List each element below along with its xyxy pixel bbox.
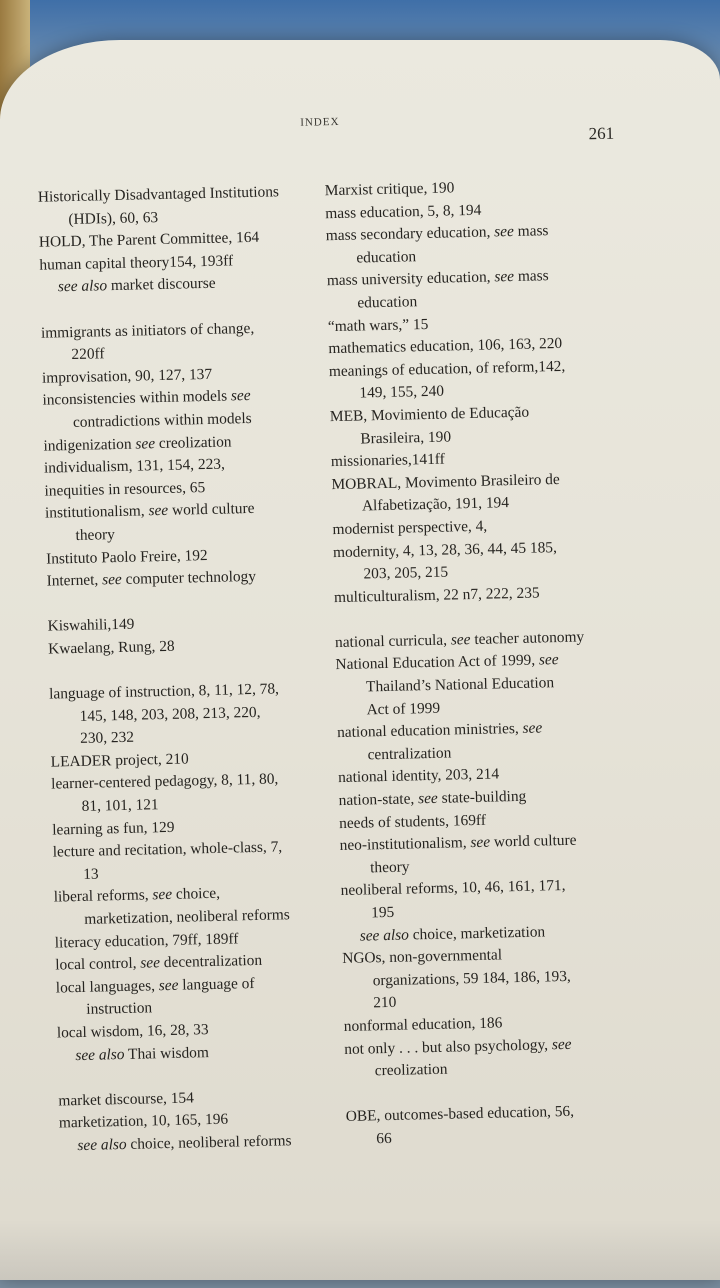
entry-text: mass education, 5, 8, 194 [325, 201, 482, 222]
see-reference: see also [77, 1135, 127, 1155]
entry-text: national curricula, [334, 631, 452, 651]
see-reference: see [538, 651, 559, 669]
entry-text: human capital theory154, 193ff [39, 252, 234, 274]
entry-text: centralization [367, 744, 452, 764]
entry-target: creolization [154, 432, 232, 452]
see-reference: see [140, 954, 161, 972]
entry-text: learning as fun, 129 [52, 818, 175, 839]
entry-text: mass secondary education, [325, 223, 495, 245]
entry-text: 81, 101, 121 [81, 796, 159, 815]
entry-text: lecture and recitation, whole-class, 7, [52, 838, 283, 861]
entry-text: theory [369, 858, 410, 877]
page-number: 261 [588, 123, 615, 144]
entry-text: National Education Act of 1999, [335, 651, 540, 674]
entry-text: MEB, Movimiento de Educação [329, 403, 530, 426]
entry-text: needs of students, 169ff [338, 811, 487, 832]
entry-target: Thai wisdom [124, 1043, 210, 1063]
see-reference: see [494, 268, 515, 286]
entry-text: multiculturalism, 22 n7, 222, 235 [333, 584, 540, 606]
entry-text: Instituto Paolo Freire, 192 [45, 546, 208, 568]
running-head: INDEX [300, 115, 340, 129]
entry-text: meanings of education, of reform,142, [328, 357, 566, 380]
entry-text: 195 [371, 903, 395, 922]
entry-text: 13 [83, 865, 99, 883]
entry-target: teacher autonomy [470, 628, 585, 648]
entry-text: national education ministries, [336, 720, 523, 742]
entry-text: nation-state, [338, 790, 419, 810]
entry-target: mass [513, 222, 549, 241]
entry-text: 145, 148, 203, 208, 213, 220, [79, 703, 261, 725]
index-column-left [38, 180, 360, 1158]
see-reference: see [551, 1035, 572, 1053]
entry-text: modernist perspective, 4, [332, 517, 488, 539]
see-reference: see [230, 387, 251, 405]
entry-text: national identity, 203, 214 [337, 765, 500, 787]
entry-text: Kwaelang, Rung, 28 [47, 637, 175, 658]
entry-text: Act of 1999 [366, 699, 441, 719]
entry-text: LEADER project, 210 [50, 750, 189, 771]
entry-target: state-building [437, 787, 527, 807]
entry-text: nonformal education, 186 [343, 1014, 503, 1035]
entry-text: improvisation, 90, 127, 137 [41, 365, 213, 387]
entry-text: Brasileira, 190 [360, 427, 452, 448]
see-reference: see [522, 719, 543, 738]
entry-target: decentralization [159, 952, 263, 972]
entry-target: language of [178, 974, 255, 994]
entry-text: Kiswahili,149 [47, 615, 135, 635]
entry-text: 66 [376, 1129, 392, 1148]
see-reference: see [417, 789, 438, 808]
entry-text: inconsistencies within models [42, 387, 232, 410]
entry-text: neoliberal reforms, 10, 46, 161, 171, [340, 877, 566, 900]
see-reference: see also [359, 926, 410, 945]
entry-text: market discourse, 154 [58, 1089, 195, 1110]
entry-text: (HDIs), 60, 63 [68, 208, 159, 228]
entry-text: 149, 155, 240 [359, 382, 445, 402]
entry-text: NGOs, non-governmental [342, 946, 503, 968]
see-reference: see [493, 223, 515, 241]
see-reference: see [152, 886, 173, 904]
see-reference: see also [75, 1045, 125, 1064]
entry-target: world culture [167, 500, 255, 520]
entry-text: mathematics education, 106, 163, 220 [328, 335, 563, 358]
see-reference: see [470, 833, 491, 852]
entry-text: literacy education, 79ff, 189ff [54, 929, 239, 952]
entry-text: Internet, [46, 571, 103, 590]
entry-target: choice, [171, 885, 221, 904]
page-shadow [0, 1220, 720, 1280]
entry-text: individualism, 131, 154, 223, [43, 455, 226, 477]
entry-text: education [356, 247, 417, 267]
entry-text: marketization, neoliberal reforms [84, 906, 290, 928]
entry-text: local languages, [55, 976, 159, 997]
entry-text: “math wars,” 15 [327, 315, 429, 335]
entry-text: local control, [55, 954, 141, 974]
see-reference: see also [57, 277, 108, 296]
entry-target: market discourse [106, 275, 216, 295]
entry-text: neo-institutionalism, [339, 834, 471, 855]
entry-text: not only . . . but also psychology, [344, 1035, 553, 1058]
entry-text: creolization [374, 1060, 448, 1080]
entry-text: Historically Disadvantaged Institutions [37, 183, 280, 206]
entry-text: language of instruction, 8, 11, 12, 78, [48, 680, 280, 703]
entry-text: local wisdom, 16, 28, 33 [56, 1021, 209, 1042]
see-reference: see [101, 571, 122, 589]
see-reference: see [450, 630, 471, 649]
entry-text: missionaries,141ff [330, 450, 445, 471]
entry-target: choice, marketization [408, 923, 546, 944]
entry-text: MOBRAL, Movimento Brasileiro de [331, 470, 560, 493]
entry-target: choice, neoliberal reforms [126, 1132, 292, 1153]
entry-text: marketization, 10, 165, 196 [58, 1111, 229, 1132]
entry-text: instruction [86, 999, 153, 1019]
book-page [0, 40, 720, 1280]
entry-text: OBE, outcomes-based education, 56, [345, 1103, 575, 1126]
entry-text: theory [75, 525, 116, 544]
entry-text: immigrants as initiators of change, [40, 319, 255, 342]
index-column-right [325, 173, 652, 1151]
entry-text: Alfabetização, 191, 194 [361, 494, 510, 515]
entry-text: 220ff [71, 345, 105, 364]
entry-text: mass university education, [326, 268, 495, 290]
see-reference: see [148, 502, 169, 520]
entry-text: HOLD, The Parent Committee, 164 [38, 228, 260, 251]
entry-text: liberal reforms, [53, 886, 153, 906]
entry-text: 210 [373, 994, 397, 1012]
entry-text: education [357, 293, 418, 312]
entry-text: indigenization [43, 435, 136, 455]
entry-text: 230, 232 [79, 728, 135, 748]
see-reference: see [135, 434, 156, 453]
entry-text: institutionalism, [44, 502, 149, 522]
entry-text: Marxist critique, 190 [324, 179, 455, 200]
entry-target: world culture [489, 831, 577, 851]
entry-text: learner-centered pedagogy, 8, 11, 80, [51, 770, 279, 794]
entry-target: computer technology [121, 567, 257, 589]
entry-text: inequities in resources, 65 [44, 478, 206, 500]
entry-text: organizations, 59 184, 186, 193, [372, 967, 571, 990]
entry-text: Thailand’s National Education [365, 674, 555, 696]
see-reference: see [158, 976, 179, 994]
entry-text: contradictions within models [72, 409, 252, 431]
entry-text: modernity, 4, 13, 28, 36, 44, 45 185, [332, 538, 558, 561]
page-content [0, 32, 720, 1288]
entry-target: mass [513, 267, 549, 286]
entry-text: 203, 205, 215 [363, 563, 449, 583]
